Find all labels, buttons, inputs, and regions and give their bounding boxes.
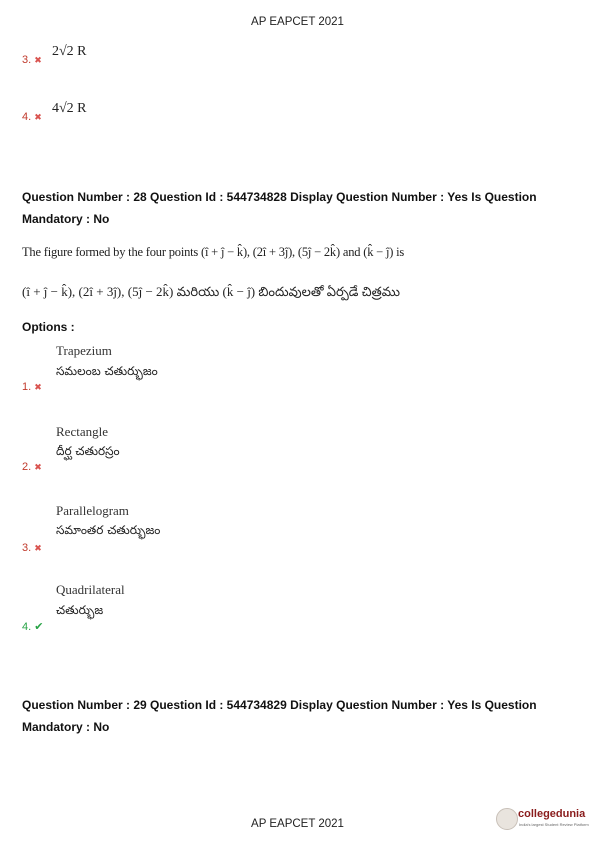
option-4-en: Quadrilateral	[56, 582, 125, 597]
page-header: AP EAPCET 2021	[251, 16, 344, 28]
option-3-en: Parallelogram	[56, 503, 129, 518]
option-number: 2.	[22, 461, 32, 473]
option-1-en: Trapezium	[56, 343, 112, 358]
option-3-te: సమాంతర చతుర్భుజం	[56, 523, 161, 537]
question-meta-line: Question Number : 28 Question Id : 544734828 Display Question Number : Yes Is Question	[22, 190, 537, 204]
prev-option-3-expr: 2√2 R	[52, 44, 87, 59]
option-3-number	[22, 538, 42, 556]
option-2-number	[22, 457, 42, 475]
collegedunia-logo	[494, 804, 594, 838]
cross-icon: ✖	[34, 382, 42, 392]
option-number: 1.	[22, 381, 32, 393]
option-4-te: చతుర్భుజ	[56, 603, 104, 617]
cross-icon: ✖	[34, 543, 42, 553]
prev-option-3	[22, 50, 42, 68]
option-2-en: Rectangle	[56, 424, 108, 439]
option-1-te: సమలంబ చతుర్భుజం	[56, 364, 158, 378]
option-number: 4.	[22, 111, 32, 123]
option-number: 3.	[22, 54, 32, 66]
mascot-icon	[496, 808, 518, 830]
page-footer: AP EAPCET 2021	[251, 818, 344, 830]
question-28-text-te: (î + ĵ − k̂), (2î + 3ĵ), (5ĵ − 2k̂) మరియు (k̂ − ĵ) బిందువులతో ఏర్పడే చిత్రము	[22, 284, 400, 299]
logo-tagline: India's largest Student Review Platform	[519, 822, 589, 827]
cross-icon: ✖	[34, 112, 42, 122]
question-meta-line: Mandatory : No	[22, 720, 110, 734]
logo-name: collegedunia	[518, 808, 586, 820]
prev-option-4	[22, 107, 42, 125]
question-29-meta	[22, 694, 577, 738]
option-number: 3.	[22, 542, 32, 554]
option-2-te: దీర్ఘ చతురస్రం	[56, 444, 120, 458]
question-meta-line: Question Number : 29 Question Id : 544734829 Display Question Number : Yes Is Question	[22, 698, 537, 712]
option-number: 4.	[22, 621, 32, 633]
checkmark-icon: ✔	[34, 621, 44, 633]
cross-icon: ✖	[34, 462, 42, 472]
question-28-meta	[22, 186, 577, 230]
option-1-number	[22, 377, 42, 395]
question-28-text-en: The figure formed by the four points (î + ĵ − k̂), (2î + 3ĵ), (5ĵ − 2k̂) and (k̂ − ĵ) is	[22, 245, 405, 259]
option-4-number	[22, 617, 43, 635]
question-meta-line: Mandatory : No	[22, 212, 110, 226]
prev-option-4-expr: 4√2 R	[52, 101, 87, 116]
options-label: Options :	[22, 320, 75, 334]
cross-icon: ✖	[34, 55, 42, 65]
